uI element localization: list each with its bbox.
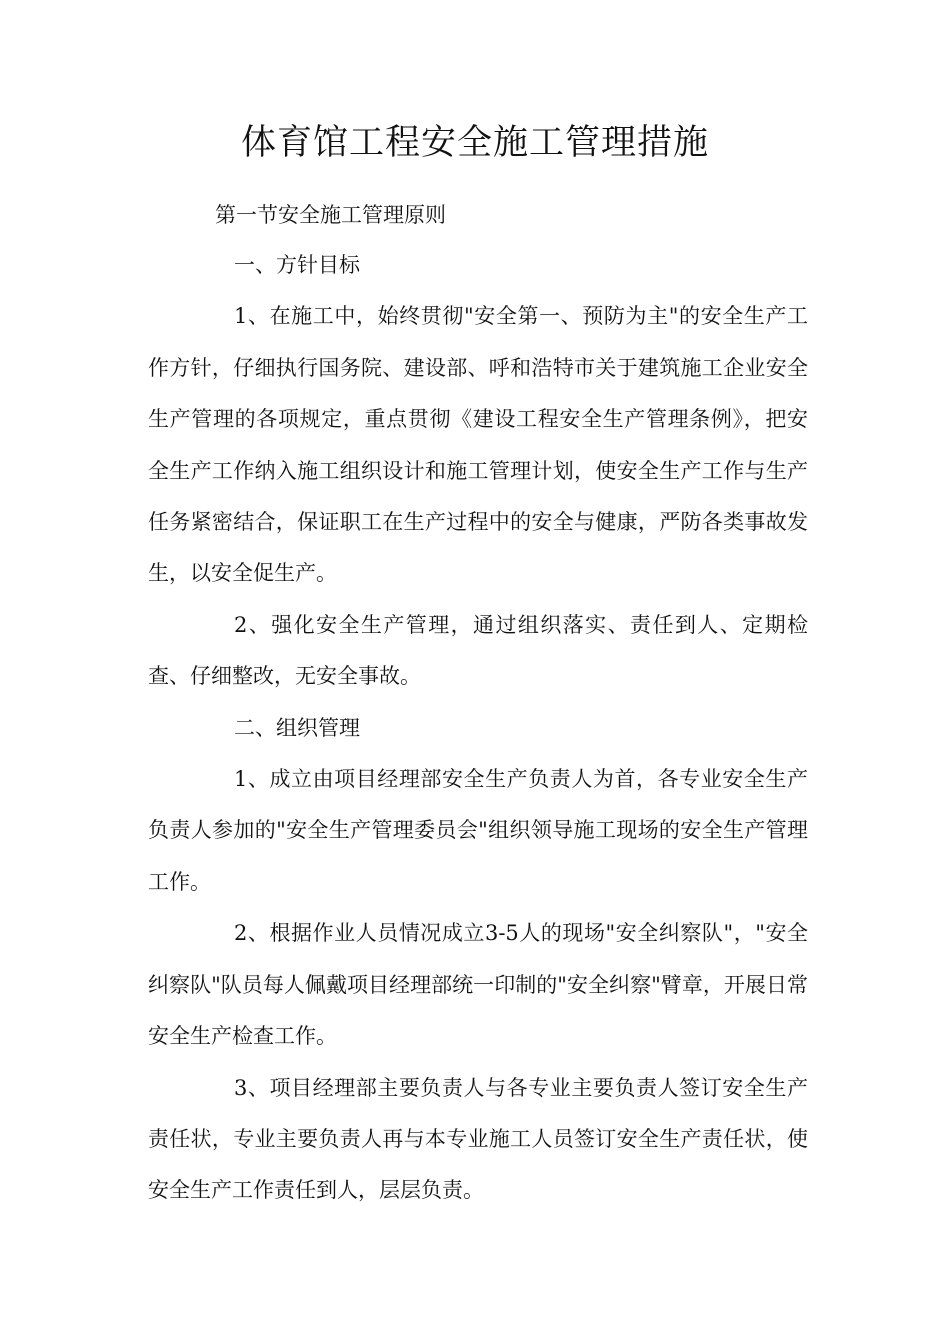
paragraph: 2、根据作业人员情况成立3-5人的现场"安全纠察队"，"安全纠察队"队员每人佩戴项目经理部统一印制的"安全纠察"臂章，开展日常安全生产检查工作。 <box>148 921 808 1049</box>
subsection-heading: 二、组织管理 <box>234 715 360 740</box>
subsection-heading: 一、方针目标 <box>234 253 360 277</box>
paragraph: 1、在施工中，始终贯彻"安全第一、预防为主"的安全生产工作方针，仔细执行国务院、建设部、呼和浩特市关于建筑施工企业安全生产管理的各项规定，重点贯彻《建设工程安全生产管理条例》，把安全生产工作纳入施工组织设计和施工管理计划，使安全生产工作与生产任务紧密结合，保证职工在生产过程中的安全与健康，严防各类事故发生，以安全促生产。 <box>148 304 808 586</box>
paragraph: 1、成立由项目经理部安全生产负责人为首，各专业安全生产负责人参加的"安全生产管理委员会"组织领导施工现场的安全生产管理工作。 <box>148 767 808 894</box>
section-heading: 第一节安全施工管理原则 <box>215 203 446 227</box>
document-title: 体育馆工程安全施工管理措施 <box>240 123 709 163</box>
paragraph: 3、项目经理部主要负责人与各专业主要负责人签订安全生产责任状，专业主要负责人再与本专业施工人员签订安全生产责任状，使安全生产工作责任到人，层层负责。 <box>148 1075 808 1203</box>
paragraph: 2、强化安全生产管理，通过组织落实、责任到人、定期检查、仔细整改，无安全事故。 <box>148 612 808 689</box>
document-body <box>148 240 808 1217</box>
